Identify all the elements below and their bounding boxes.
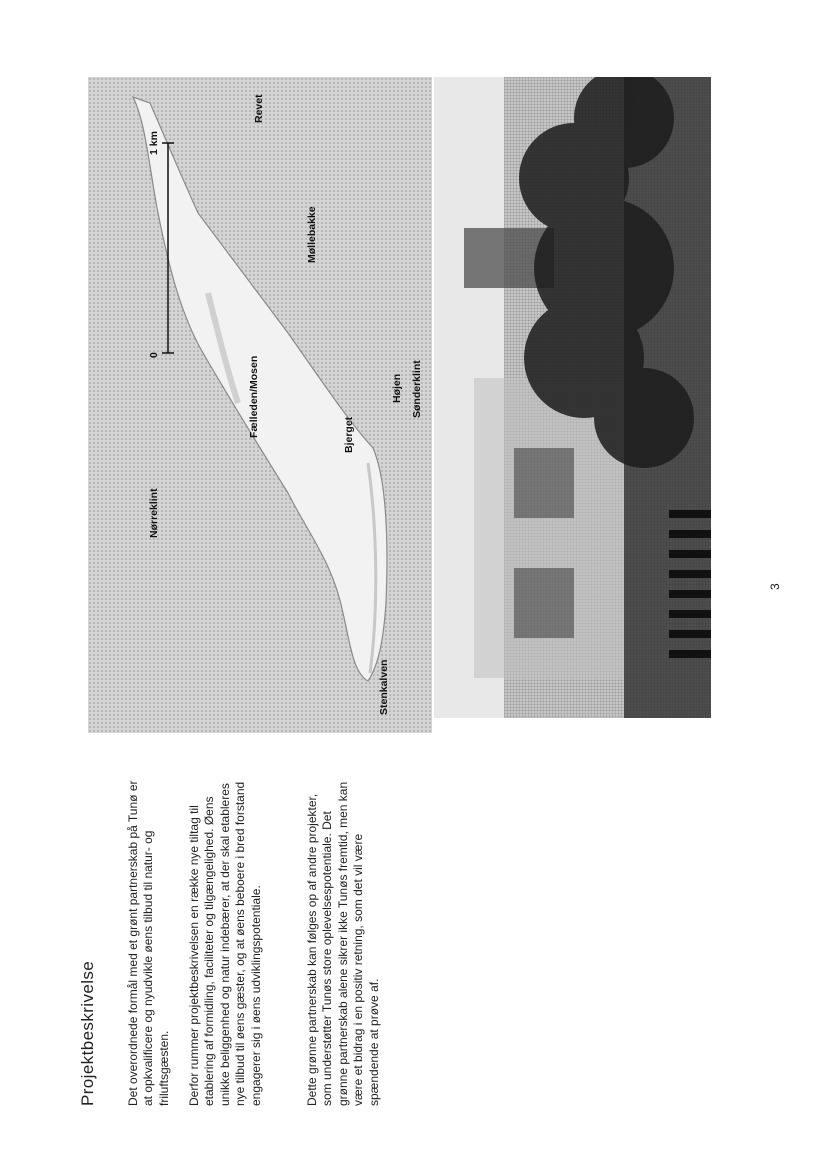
map-label-revet: Revet bbox=[253, 94, 265, 123]
map-label-faelleden-mosen: Fælleden/Mosen bbox=[248, 355, 260, 438]
map-label-sonderklint: Sønderklint bbox=[411, 360, 423, 418]
map-label-bjerget: Bjerget bbox=[343, 416, 355, 453]
island-outline-graphic bbox=[88, 77, 432, 733]
photo-graphic bbox=[434, 77, 711, 718]
photo-house-with-hollyhocks bbox=[434, 77, 711, 718]
section-title-projektbeskrivelse: Projektbeskrivelse bbox=[78, 960, 97, 1106]
map-label-norreklint: Nørreklint bbox=[148, 488, 160, 538]
paragraph: Det overordnede formål med et grønt partnerskab på Tunø er at opkvalificere og nyudvikle øens tilbud til natur- og friluftsgæsten. bbox=[126, 780, 171, 1106]
page-number: 3 bbox=[768, 583, 782, 590]
map-label-hojen: Højen bbox=[391, 373, 403, 403]
scale-label-end: 1 km bbox=[148, 131, 160, 155]
island-map bbox=[88, 77, 432, 733]
map-label-mollebakke: Møllebakke bbox=[306, 206, 318, 263]
paragraph: Dette grønne partnerskab kan følges op af andre projekter, som understøtter Tunøs store oplevelsespotentiale. Det grønne partnerskab alene sikrer ikke Tunøs fremtid, men kan være et bidrag i en positiv retning, som det vil være spændende at prøve af. bbox=[305, 781, 381, 1106]
paragraph: Derfor rummer projektbeskrivelsen en række nye tiltag til etablering af formidling, faciliteter og tilgængelighed. Øens unikke beliggenhed og natur indebærer, at der skal etableres nye tilbud til øens gæster, og at øens beboere i bred forstand engagerer sig i øens udviklingspotentiale. bbox=[187, 781, 263, 1106]
scale-label-start: 0 bbox=[148, 352, 160, 358]
map-label-stenkalven: Stenkalven bbox=[378, 659, 390, 715]
